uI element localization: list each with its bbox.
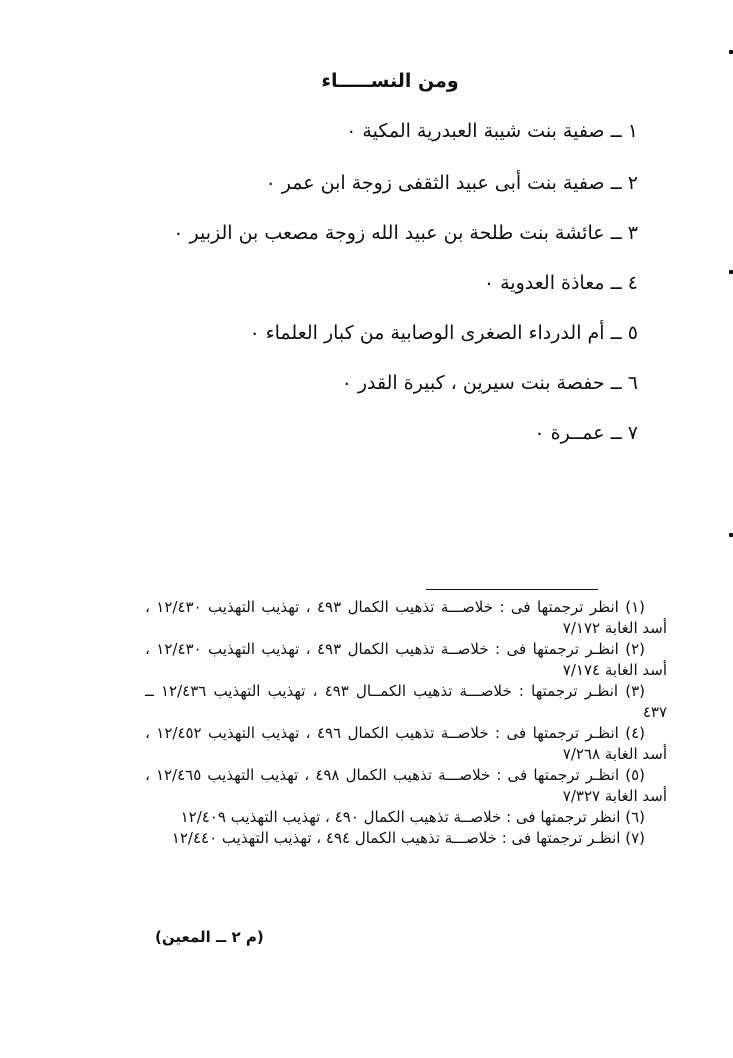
footnote-divider: [426, 589, 598, 590]
page-signature: (م ٢ ــ المعين): [155, 928, 264, 946]
footnotes-block: [145, 597, 667, 849]
footnote: (٧) انظـر ترجمتها فى : خلاصـــة تذهيب الكمال ٤٩٤ ، تهذيب التهذيب ١٢/٤٤٠: [171, 829, 645, 847]
footnote: (٥) انظـر ترجمتها فى : خلاصـــة تذهيب الكمال ٤٩٨ ، تهذيب التهذيب ١٢/٤٦٥ ، أسد الغابة ٧/٣٢٧: [145, 766, 667, 805]
list-item: ٦ ــ حفصة بنت سيرين ، كبيرة القدر ٠: [341, 372, 638, 394]
section-title: ومن النســـــاء: [321, 70, 459, 92]
list-item: ٤ ــ معاذة العدوية ٠: [483, 272, 638, 294]
footnote: (٢) انظـر ترجمتها فى : خلاصــة تذهيب الكمال ٤٩٣ ، تهذيب التهذيب ١٢/٤٣٠ ، أسد الغابة ٧/١٧٤: [145, 640, 667, 679]
scan-margin-mark: [729, 270, 733, 274]
scan-margin-mark: [729, 533, 733, 537]
list-item: ١ ــ صفية بنت شيبة العبدرية المكية ٠: [346, 120, 638, 142]
footnote: (٣) انظـر ترجمتها : خلاصـــة تذهيب الكمــال ٤٩٣ ، تهذيب التهذيب ١٢/٤٣٦ ــ ٤٣٧: [145, 682, 667, 721]
footnote: (٦) انظر ترجمتها فى : خلاصــة تذهيب الكمال ٤٩٠ ، تهذيب التهذيب ١٢/٤٠٩: [180, 808, 645, 826]
list-item: ٧ ــ عمــرة ٠: [534, 422, 638, 444]
list-item: ٣ ــ عائشة بنت طلحة بن عبيد الله زوجة مصعب بن الزبير ٠: [173, 222, 638, 244]
list-item: ٥ ــ أم الدرداء الصغرى الوصابية من كبار العلماء ٠: [249, 322, 638, 344]
scan-margin-mark: [729, 50, 733, 54]
footnote: (٤) انظـر ترجمتها فى : خلاصــة تذهيب الكمال ٤٩٦ ، تهذيب التهذيب ١٢/٤٥٢ ، أسد الغابة ٧/٢٦٨: [145, 724, 667, 763]
list-item: ٢ ــ صفية بنت أبى عبيد الثقفى زوجة ابن عمر ٠: [265, 172, 638, 194]
footnote: (١) انظر ترجمتها فى : خلاصـــة تذهيب الكمال ٤٩٣ ، تهذيب التهذيب ١٢/٤٣٠ ، أسد الغابة ٧/١٧٢: [145, 598, 667, 637]
